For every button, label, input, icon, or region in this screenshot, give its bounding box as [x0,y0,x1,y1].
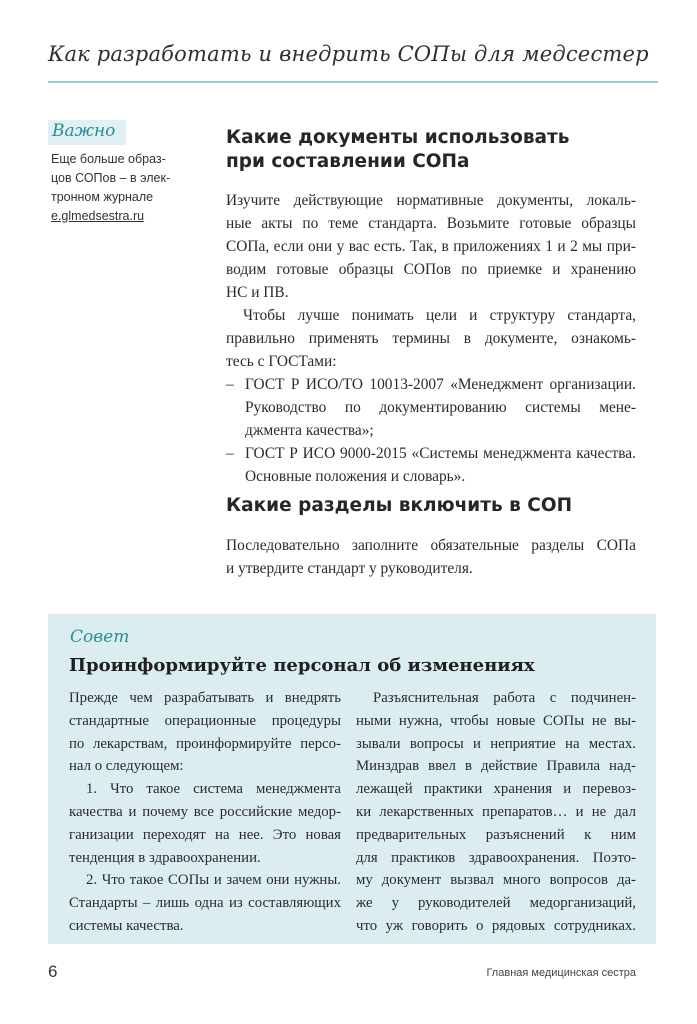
tip-line: 1. Что такое система менеджмента [86,781,341,798]
list-item-line: ГОСТ Р ИСО/ТО 10013-2007 «Менеджмент организации. [245,376,636,393]
paragraph-line: СОПа, если они у вас есть. Так, в приложениях 1 и 2 мы при- [226,238,636,255]
tip-line: тенденция в здравоохранении. [69,849,261,866]
tip-line: Прежде чем разрабатывать и внедрять [69,690,341,706]
paragraph-line: Чтобы лучше понимать цели и структуру стандарта, [243,307,636,324]
tip-line: 2. Что такое СОПы и зачем они нужны. [86,872,341,889]
tip-line: ки лекарственных препаратов… и не дал [356,803,636,820]
list-item-line: ГОСТ Р ИСО 9000-2015 «Системы менеджмента качества. [245,445,636,462]
tip-line: что уж говорить о рядовых сотрудниках. [356,917,636,934]
journal-name: Главная медицинская сестра [486,967,636,979]
section-documents-body [226,189,636,488]
running-header: Как разработать и внедрить СОПы для медсестер [48,42,649,66]
tip-line: ганизации переходят на нее. Это новая [69,826,341,843]
tip-line: по лекарствам, проинформируйте персо- [69,735,341,752]
sidebar-note [51,150,191,226]
tip-label: Совет [70,627,130,647]
tip-box [48,614,656,944]
paragraph-line: и утвердите стандарт у руководителя. [226,560,473,577]
list-item-line: Основные положения и словарь». [245,468,466,485]
tip-line: ными нужна, чтобы новые СОПы не вы- [356,712,636,729]
tip-line: системы качества. [69,917,184,934]
tip-line: лежащей практики хранения и перевоз- [356,781,636,798]
heading-line: Какие документы использовать [226,127,570,148]
paragraph-line: водим готовые образцы СОПов по приемке и хранению [226,261,636,278]
journal-link[interactable]: e.glmedsestra.ru [51,209,145,223]
tip-line: стандартные операционные процедуры [69,712,341,729]
page-number: 6 [48,962,58,981]
tip-title: Проинформируйте персонал об изменениях [69,655,535,676]
tip-line: предварительных разъяснений к ним [356,826,636,843]
tip-line: Стандарты – лишь одна из составляющих [69,895,341,912]
list-item [226,442,636,488]
tip-line: нал о следующем: [69,758,184,775]
sidebar-note-line: Еще больше образ- [51,152,166,166]
list-item [226,373,636,442]
tip-line: качества и почему все российские медор- [69,803,341,820]
tip-line: му документ вызвал много вопросов да- [356,872,636,889]
paragraph-line: правильно применять термины в документе, ознакомь- [226,330,636,347]
paragraph-line: НС и ПВ. [226,284,289,301]
tip-line: Минздрав ввел в действие Правила над- [356,758,636,775]
section-heading-documents [226,126,569,174]
list-item-line: джмента качества»; [245,422,374,439]
list-item-line: Руководство по документированию системы мене- [245,399,636,416]
important-label-box [48,120,126,145]
important-label: Важно [52,121,116,141]
tip-line: зывали вопросы и неприятие на местах. [356,735,636,752]
tip-right-column [356,687,636,938]
tip-line: для практиков здравоохранения. Поэто- [356,849,636,866]
heading-line: при составлении СОПа [226,151,470,172]
list-dash: – [226,445,234,462]
header-divider [48,81,658,83]
sidebar-note-line: цов СОПов – в элек- [51,171,171,185]
tip-line: Разъяснительная работа с подчинен- [373,690,636,706]
section-sections-body [226,534,636,580]
section-heading-sections: Какие разделы включить в СОП [226,495,573,516]
tip-line: же у руководителей медорганизаций, [356,895,636,912]
paragraph-line: Изучите действующие нормативные документы, локаль- [226,192,636,209]
list-dash: – [226,376,234,393]
sidebar-note-line: тронном журнале [51,190,154,204]
paragraph-line: ные акты по теме стандарта. Возьмите готовые образцы [226,215,636,232]
tip-left-column [69,687,341,938]
paragraph-line: тесь с ГОСТами: [226,353,337,370]
paragraph-line: Последовательно заполните обязательные разделы СОПа [226,537,636,554]
